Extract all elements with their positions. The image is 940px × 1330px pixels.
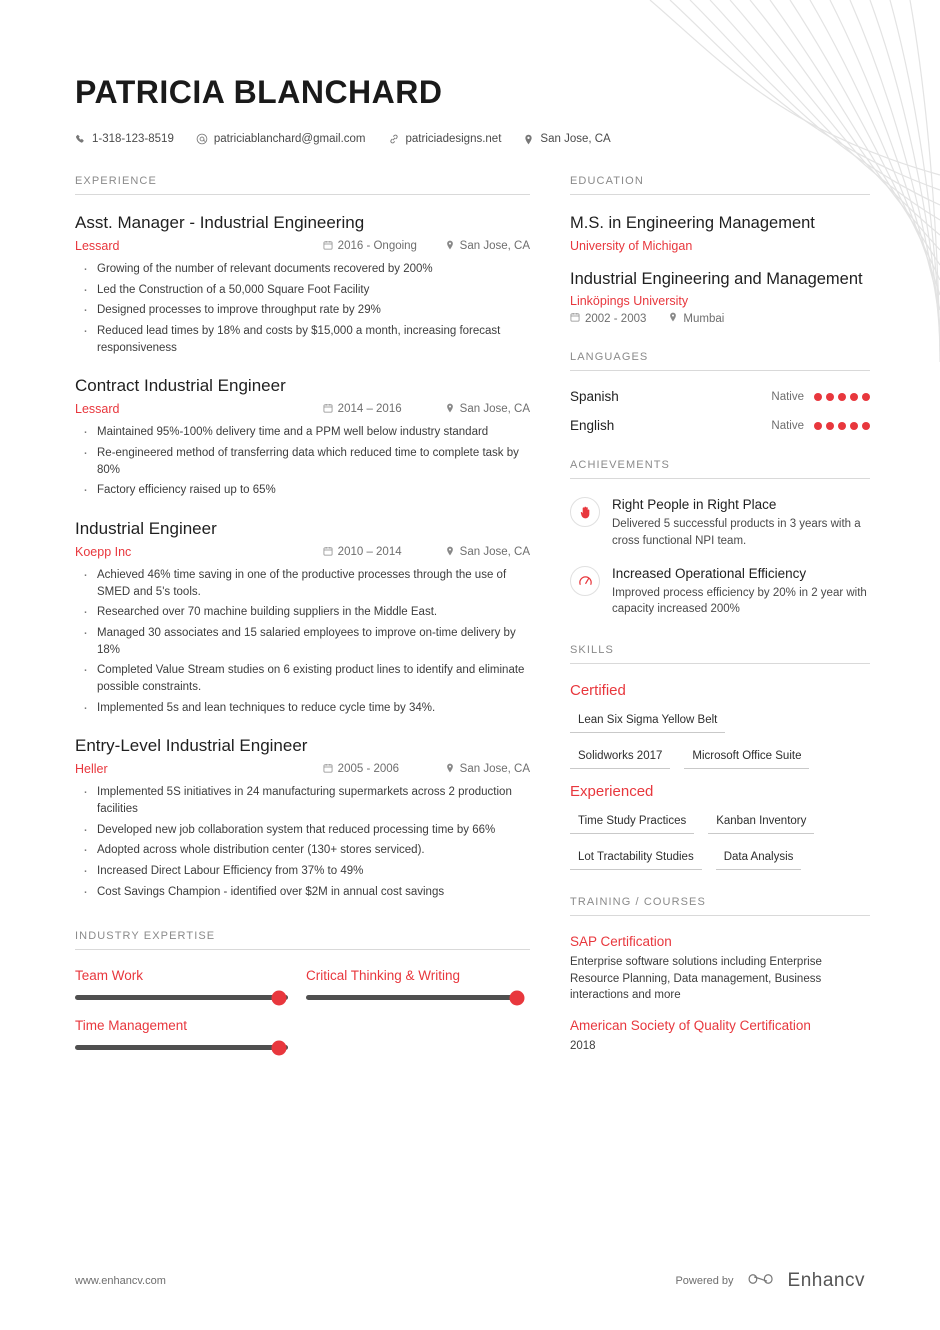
skills-group-certified-title: Certified	[570, 681, 626, 699]
rating-dot	[826, 422, 834, 430]
location-icon	[445, 240, 455, 253]
chart-up-icon	[570, 566, 600, 596]
contact-location-text: San Jose, CA	[540, 133, 611, 145]
rating-dot	[838, 422, 846, 430]
job-location-wrap	[445, 546, 530, 559]
rating-dot	[862, 422, 870, 430]
expertise-item	[75, 1018, 288, 1050]
skills-section-title: SKILLS	[570, 644, 870, 664]
job-location-wrap	[445, 403, 530, 416]
left-column	[75, 175, 530, 1094]
education-location-wrap	[668, 312, 724, 325]
education-degree: Industrial Engineering and Management	[570, 269, 863, 288]
expertise-item	[306, 968, 519, 1000]
education-section-title: EDUCATION	[570, 175, 870, 195]
rating-dot	[814, 393, 822, 401]
skill-chip: Lot Tractability Studies	[570, 848, 702, 870]
skill-chip: Time Study Practices	[570, 812, 694, 834]
job-bullet: · Maintained 95%-100% delivery time and a PPM well below industry standard	[75, 424, 530, 441]
achievement-body	[612, 497, 870, 549]
education-school: Linköpings University	[570, 294, 689, 309]
education-item	[570, 213, 870, 253]
job-meta	[75, 545, 530, 559]
expertise-slider[interactable]	[75, 1045, 288, 1050]
expertise-grid	[75, 968, 530, 1068]
rating-dot	[850, 422, 858, 430]
expertise-slider-knob[interactable]	[509, 990, 524, 1005]
job-bullet: · Completed Value Stream studies on 6 existing product lines to identify and eliminate possible constraints.	[75, 662, 530, 695]
job-location: San Jose, CA	[459, 546, 530, 559]
job-role: Asst. Manager - Industrial Engineering	[75, 213, 365, 232]
expertise-slider[interactable]	[306, 995, 519, 1000]
skills-group-experienced-chips-2	[570, 848, 870, 870]
contact-row	[75, 133, 865, 145]
job-role: Contract Industrial Engineer	[75, 376, 286, 396]
calendar-icon	[570, 312, 580, 325]
skills-group-certified-chips-2	[570, 747, 870, 769]
link-icon	[388, 133, 400, 145]
education-meta	[570, 312, 870, 325]
job-bullet: · Factory efficiency raised up to 65%	[75, 482, 530, 499]
achievement-body	[612, 566, 870, 618]
rating-dot	[850, 393, 858, 401]
experience-section-title: EXPERIENCE	[75, 175, 530, 195]
education-dates: 2002 - 2003	[585, 312, 647, 325]
job-dates: 2016 - Ongoing	[337, 240, 417, 252]
expertise-label: Team Work	[75, 968, 144, 984]
calendar-icon	[323, 763, 333, 776]
achievement-title: Right People in Right Place	[612, 497, 777, 513]
job-bullet: · Achieved 46% time saving in one of the productive processes through the use of SMED and 5's tools.	[75, 567, 530, 600]
course-item	[570, 1018, 870, 1055]
industry-expertise-section	[75, 930, 530, 1068]
job-bullet: · Reduced lead times by 18% and costs by $15,000 a month, increasing forecast responsiveness	[75, 323, 530, 356]
job-bullet: · Cost Savings Champion - identified over $2M in annual cost savings	[75, 884, 530, 901]
calendar-icon	[323, 403, 333, 416]
rating-dot	[838, 393, 846, 401]
expertise-label: Time Management	[75, 1018, 188, 1034]
course-item	[570, 934, 870, 1004]
experience-item	[75, 519, 530, 716]
job-dates-wrap	[323, 763, 427, 776]
education-degree: M.S. in Engineering Management	[570, 214, 815, 232]
expertise-slider[interactable]	[75, 995, 288, 1000]
job-dates-wrap	[323, 240, 427, 253]
job-bullets	[75, 424, 530, 499]
language-rating	[814, 393, 870, 401]
expertise-slider-knob[interactable]	[272, 1040, 287, 1055]
education-location: Mumbai	[683, 312, 725, 325]
skill-chip: Data Analysis	[716, 848, 802, 870]
job-role: Entry-Level Industrial Engineer	[75, 736, 308, 756]
rating-dot	[826, 393, 834, 401]
experience-item	[75, 736, 530, 900]
job-bullet: · Increased Direct Labour Efficiency from 37% to 49%	[75, 863, 530, 880]
location-icon	[668, 312, 678, 325]
job-bullet: · Led the Construction of a 50,000 Square Foot Facility	[75, 282, 530, 299]
achievements-section	[570, 459, 870, 618]
job-location: San Jose, CA	[459, 403, 530, 416]
achievements-section-title: ACHIEVEMENTS	[570, 459, 870, 479]
job-bullet: · Researched over 70 machine building suppliers in the Middle East.	[75, 604, 530, 621]
skill-chip: Solidworks 2017	[570, 747, 670, 769]
education-dates-wrap	[570, 312, 646, 325]
achievement-item	[570, 566, 870, 618]
course-desc: 2018	[570, 1039, 596, 1052]
skills-group-certified-chips	[570, 711, 870, 733]
job-bullet: · Growing of the number of relevant documents recovered by 200%	[75, 261, 530, 278]
location-icon	[523, 134, 534, 145]
location-icon	[445, 403, 455, 416]
two-column-body	[75, 175, 865, 1094]
job-dates-wrap	[323, 403, 427, 416]
rating-dot	[814, 422, 822, 430]
industry-expertise-title: INDUSTRY EXPERTISE	[75, 930, 530, 950]
experience-section	[75, 175, 530, 900]
experience-item	[75, 213, 530, 356]
course-title: American Society of Quality Certification	[570, 1017, 811, 1033]
skills-group-experienced-title: Experienced	[570, 782, 654, 800]
calendar-icon	[323, 240, 333, 253]
job-meta	[75, 402, 530, 416]
skills-group-experienced-chips	[570, 812, 870, 834]
language-item	[570, 389, 870, 404]
expertise-item	[75, 968, 288, 1000]
footer-website[interactable]: www.enhancv.com	[75, 1274, 166, 1287]
job-company: Lessard	[75, 239, 120, 253]
language-name: Spanish	[570, 389, 619, 405]
job-bullet: · Implemented 5S initiatives in 24 manufacturing supermarkets across 2 production facilities	[75, 784, 530, 817]
job-bullet: · Adopted across whole distribution center (130+ stores serviced).	[75, 842, 530, 859]
contact-website-text: patriciadesigns.net	[405, 133, 502, 145]
job-meta	[75, 762, 530, 776]
right-column	[570, 175, 870, 1081]
job-bullet: · Re-engineered method of transferring data which reduced time to complete task by 80%	[75, 445, 530, 478]
phone-icon	[75, 134, 86, 145]
job-bullet: · Managed 30 associates and 15 salaried employees to improve on-time delivery by 18%	[75, 625, 530, 658]
page-title: PATRICIA BLANCHARD	[75, 74, 443, 110]
job-company: Lessard	[75, 402, 120, 417]
job-location: San Jose, CA	[459, 763, 530, 776]
job-company: Koepp Inc	[75, 545, 132, 560]
job-meta	[75, 239, 530, 253]
skills-section	[570, 644, 870, 870]
language-level: Native	[771, 419, 804, 432]
contact-email-text: patriciablanchard@gmail.com	[213, 133, 366, 145]
expertise-slider-knob[interactable]	[272, 990, 287, 1005]
contact-website	[388, 133, 502, 145]
job-bullet: · Implemented 5s and lean techniques to reduce cycle time by 34%.	[75, 700, 530, 717]
hand-icon	[570, 497, 600, 527]
skill-chip: Microsoft Office Suite	[684, 747, 809, 769]
education-section	[570, 175, 870, 325]
job-bullet: · Developed new job collaboration system that reduced processing time by 66%	[75, 822, 530, 839]
course-title: SAP Certification	[570, 933, 672, 949]
skill-chip: Lean Six Sigma Yellow Belt	[570, 711, 725, 733]
job-role: Industrial Engineer	[75, 519, 217, 539]
powered-by-label: Powered by	[675, 1274, 734, 1287]
contact-email	[196, 133, 366, 145]
achievement-item	[570, 497, 870, 549]
job-bullets	[75, 261, 530, 356]
brand-name: Enhancv	[787, 1269, 865, 1291]
location-icon	[445, 763, 455, 776]
training-section	[570, 896, 870, 1055]
job-dates: 2014 – 2016	[337, 403, 402, 416]
job-dates: 2010 – 2014	[337, 546, 402, 559]
rating-dot	[862, 393, 870, 401]
language-rating	[814, 422, 870, 430]
location-icon	[445, 546, 455, 559]
achievement-desc: Delivered 5 successful products in 3 years with a cross functional NPI team.	[612, 518, 861, 547]
skill-chip: Kanban Inventory	[708, 812, 814, 834]
enhancv-logo-icon	[744, 1269, 778, 1292]
powered-by	[675, 1269, 865, 1292]
contact-phone	[75, 133, 174, 145]
job-dates: 2005 - 2006	[337, 763, 400, 776]
expertise-label: Critical Thinking & Writing	[306, 968, 461, 984]
contact-location	[523, 133, 610, 145]
job-bullets	[75, 567, 530, 716]
course-desc: Enterprise software solutions including Enterprise Resource Planning, Data management, Business interactions and more	[570, 955, 822, 1002]
job-location-wrap	[445, 763, 530, 776]
email-icon	[196, 133, 208, 145]
achievement-title: Increased Operational Efficiency	[612, 565, 807, 581]
achievement-desc: Improved process efficiency by 20% in 2 year with capacity increased 200%	[612, 586, 867, 616]
job-bullet: · Designed processes to improve throughput rate by 29%	[75, 302, 530, 319]
contact-phone-text: 1-318-123-8519	[92, 133, 174, 145]
education-item	[570, 269, 870, 326]
language-name: English	[570, 418, 615, 434]
languages-section-title: LANGUAGES	[570, 351, 870, 371]
job-bullets	[75, 784, 530, 900]
job-dates-wrap	[323, 546, 427, 559]
language-level: Native	[771, 390, 804, 403]
job-company: Heller	[75, 762, 108, 777]
language-item	[570, 418, 870, 433]
experience-item	[75, 376, 530, 499]
education-school: University of Michigan	[570, 238, 693, 253]
job-location-wrap	[445, 240, 530, 253]
job-location: San Jose, CA	[459, 240, 530, 252]
training-section-title: TRAINING / COURSES	[570, 896, 870, 916]
calendar-icon	[323, 546, 333, 559]
languages-section	[570, 351, 870, 433]
page-footer	[75, 1269, 865, 1292]
